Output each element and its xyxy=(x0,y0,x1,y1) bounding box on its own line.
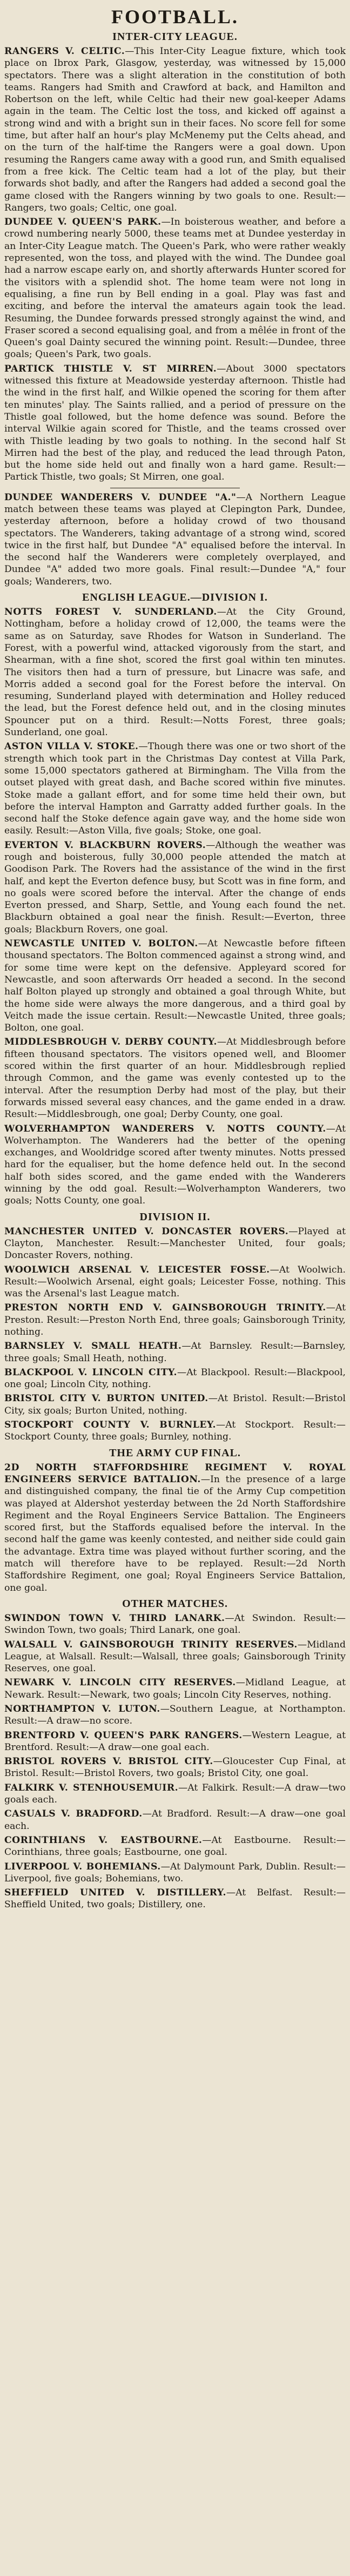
match-report-text: This Inter-City League fixture, which took place on Ibrox Park, Glasgow, yesterday, was witnessed by 15,000 spectators. There was a slight alteration in the constitution of both teams. Rangers had Smith and Crawford at back, and Hamilton and Robertson on the left, while Celtic had their new goal-keeper Adams again in the team. The Celtic lost the toss, and kicked off against a strong wind and with a bright sun in their faces. No score fell for some time, but after half an hour's play McMenemy put the Celts ahead, and on the turn of the half-time the Rangers were a goal down. Upon resuming the Rangers came away with a good run, and Smith equalised from a free kick. The Celtic team had a lot of the play, but their forwards shot badly, and after the Rangers had added a second goal the game closed with the Rangers winning by two goals to one. Result:—Rangers, two goals; Celtic, one goal. xyxy=(4,46,346,213)
match-title: BLACKPOOL V. LINCOLN CITY. xyxy=(4,1367,178,1378)
match-report-text: Played at Clayton, Manchester. Result:—Manchester United, four goals; Doncaster Rovers, nothing. xyxy=(4,1226,346,1261)
section-heading: THE ARMY CUP FINAL. xyxy=(109,1447,241,1459)
match-title: LIVERPOOL V. BOHEMIANS. xyxy=(4,1861,161,1872)
report-section xyxy=(4,488,346,588)
match-report: STOCKPORT COUNTY V. BURNLEY.—At Stockport. Result:—Stockport County, three goals; Burnley, nothing. xyxy=(4,1420,346,1443)
match-title: BRENTFORD V. QUEEN'S PARK RANGERS. xyxy=(4,1730,243,1741)
match-report: 2D NORTH STAFFORDSHIRE REGIMENT V. ROYAL ENGINEERS SERVICE BATTALION.—In the presence of a large and distinguished company, the final tie of the Army Cup competition was played at Aldershot yesterday between the 2d North Staffordshire Regiment and the Royal Engineers Service Battalion. The Engineers scored first, but the Staffords equalised before the interval. In the second half the game was keenly contested, and neither side could gain the advantage. Extra time was played without further scoring, and the match will therefore have to be replayed. Result:—2d North Staffordshire Regiment, one goal; Royal Engineers Service Battalion, one goal. xyxy=(4,1462,346,1593)
match-report: ASTON VILLA V. STOKE.—Though there was one or two short of the strength which took part in the Christmas Day contest at Villa Park, some 15,000 spectators gathered at Birmingham. The Villa from the outset played with great dash, and Bache scored within five minutes. Stoke made a gallant effort, and for some time held their own, but before the interval Hampton and Garratty added further goals. In the second half the Stoke defence again gave way, and the home side won easily. Result:—Aston Villa, five goals; Stoke, one goal. xyxy=(4,741,346,837)
section-heading: OTHER MATCHES. xyxy=(122,1597,228,1610)
match-title: RANGERS V. CELTIC. xyxy=(4,46,125,57)
match-report-text: About 3000 spectators witnessed this fixture at Meadowside yesterday afternoon. Thistle had the wind in the first half, and Wilkie opened the scoring for them after ten minutes' play. The Saints rallied, and a period of pressure on the Thistle goal followed, but the home defence was sound. Before the interval Wilkie again scored for Thistle, and the teams crossed over with Thistle leading by two goals to nothing. In the second half St Mirren had the best of the play, and reduced the lead through Paton, but the home side held out and finally won a hard game. Result:—Partick Thistle, two goals; St Mirren, one goal. xyxy=(4,363,346,483)
match-report: EVERTON V. BLACKBURN ROVERS.—Although the weather was rough and boisterous, fully 30,000 people attended the match at Goodison Park. The Rovers had the assistance of the wind in the first half, and kept the Everton defence busy, but Scott was in fine form, and no goals were scored before the interval. After the change of ends Everton pressed, and Sharp, Settle, and Young each found the net. Blackburn obtained a goal near the finish. Result:—Everton, three goals; Blackburn Rovers, one goal. xyxy=(4,839,346,935)
match-report-text: At Newcastle before fifteen thousand spectators. The Bolton commenced against a strong wind, and for some time were kept on the defensive. Appleyard scored for Newcastle, and soon afterwards Orr headed a second. In the second half Bolton played up strongly and obtained a goal through White, but the home side were always the more dangerous, and a third goal by Veitch made the issue certain. Result:—Newcastle United, three goals; Bolton, one goal. xyxy=(4,938,346,1034)
match-report: WALSALL V. GAINSBOROUGH TRINITY RESERVES.—Midland League, at Walsall. Result:—Walsall, three goals; Gainsborough Trinity Reserves, one goal. xyxy=(4,1639,346,1674)
match-report: WOOLWICH ARSENAL V. LEICESTER FOSSE.—At Woolwich. Result:—Woolwich Arsenal, eight goals; Leicester Fosse, nothing. This was the Arsenal's last League match. xyxy=(4,1264,346,1300)
match-title: BRISTOL ROVERS V. BRISTOL CITY. xyxy=(4,1756,213,1767)
match-report: NEWARK V. LINCOLN CITY RESERVES.—Midland League, at Newark. Result:—Newark, two goals; Lincoln City Reserves, nothing. xyxy=(4,1677,346,1700)
match-title: NEWCASTLE UNITED V. BOLTON. xyxy=(4,938,198,950)
match-title: CASUALS V. BRADFORD. xyxy=(4,1808,143,1820)
match-report: CORINTHIANS V. EASTBOURNE.—At Eastbourne. Result:—Corinthians, three goals; Eastbourne, one goal. xyxy=(4,1834,346,1858)
match-report: CASUALS V. BRADFORD.—At Bradford. Result:—A draw—one goal each. xyxy=(4,1808,346,1832)
match-title: BRISTOL CITY V. BURTON UNITED. xyxy=(4,1393,208,1404)
match-title: PRESTON NORTH END V. GAINSBOROUGH TRINITY. xyxy=(4,1302,326,1314)
match-report: MANCHESTER UNITED V. DONCASTER ROVERS.—Played at Clayton, Manchester. Result:—Manchester United, four goals; Doncaster Rovers, nothing. xyxy=(4,1226,346,1261)
match-title: SWINDON TOWN V. THIRD LANARK. xyxy=(4,1612,225,1624)
match-report-text: At Bradford. Result:—A draw—one goal each. xyxy=(4,1808,346,1832)
match-title: CORINTHIANS V. EASTBOURNE. xyxy=(4,1834,203,1846)
match-report-text: At Blackpool. Result:—Blackpool, one goal; Lincoln City, nothing. xyxy=(4,1367,346,1390)
match-report: RANGERS V. CELTIC.—This Inter-City League fixture, which took place on Ibrox Park, Glasgow, yesterday, was witnessed by 15,000 spectators. There was a slight alteration in the constitution of both teams. Rangers had Smith and Crawford at back, and Hamilton and Robertson on the left, while Celtic had their new goal-keeper Adams again in the team. The Celtic lost the toss, and kicked off against a strong wind and with a bright sun in their faces. No score fell for some time, but after half an hour's play McMenemy put the Celts ahead, and on the turn of the half-time the Rangers were a goal down. Upon resuming the Rangers came away with a good run, and Smith equalised from a free kick. The Celtic team had a lot of the play, but their forwards shot badly, and after the Rangers had added a second goal the game closed with the Rangers winning by two goals to one. Result:—Rangers, two goals; Celtic, one goal. xyxy=(4,46,346,213)
match-title: BARNSLEY V. SMALL HEATH. xyxy=(4,1341,182,1352)
match-report-text: In the presence of a large and distinguished company, the final tie of the Army Cup competition was played at Aldershot yesterday between the 2d North Staffordshire Regiment and the Royal Engineers Service Battalion. The Engineers scored first, but the Staffords equalised before the interval. In the second half the game was keenly contested, and neither side could gain the advantage. Extra time was played without further scoring, and the match will therefore have to be replayed. Result:—2d North Staffordshire Regiment, one goal; Royal Engineers Service Battalion, one goal. xyxy=(4,1474,346,1593)
match-title: NOTTS FOREST V. SUNDERLAND. xyxy=(4,607,217,618)
match-report-text: At Falkirk. Result:—A draw—two goals each. xyxy=(4,1782,346,1806)
match-report: BARNSLEY V. SMALL HEATH.—At Barnsley. Result:—Barnsley, three goals; Small Heath, nothing. xyxy=(4,1341,346,1364)
section-heading: ENGLISH LEAGUE.—DIVISION I. xyxy=(82,591,268,604)
match-report: NOTTS FOREST V. SUNDERLAND.—At the City Ground, Nottingham, before a holiday crowd of 12,000, the teams were the same as on Saturday, save Rhodes for Watson in Sunderland. The Forest, with a powerful wind, attacked vigorously from the start, and Shearman, with a fine shot, scored the first goal within ten minutes. The visitors then had a turn of pressure, but Linacre was safe, and Morris added a second goal for the Forest before the interval. On resuming, Sunderland played with determination and Holley reduced the lead, but the Forest defence held out, and in the closing minutes Spouncer put on a third. Result:—Notts Forest, three goals; Sunderland, one goal. xyxy=(4,607,346,738)
match-title: WOOLWICH ARSENAL V. LEICESTER FOSSE. xyxy=(4,1264,270,1275)
match-report: DUNDEE V. QUEEN'S PARK.—In boisterous weather, and before a crowd numbering nearly 5000, these teams met at Dundee yesterday in an Inter-City League match. The Queen's Park, who were rather weakly represented, won the toss, and played with the wind. The Dundee goal had a narrow escape early on, and shortly afterwards Hunter scored for the visitors with a splendid shot. The home team were not long in equalising, a fine run by Bell ending in a goal. Play was fast and exciting, and before the interval the amateurs again took the lead. Resuming, the Dundee forwards pressed strongly against the wind, and Fraser scored a second equalising goal, and from a mêlée in front of the Queen's goal Dainty secured the winning point. Result:—Dundee, three goals; Queen's Park, two goals. xyxy=(4,217,346,360)
match-report: BRISTOL ROVERS V. BRISTOL CITY.—Gloucester Cup Final, at Bristol. Result:—Bristol Rovers, two goals; Bristol City, one goal. xyxy=(4,1756,346,1779)
match-title: PARTICK THISTLE V. ST MIRREN. xyxy=(4,363,217,374)
page-title: FOOTBALL. xyxy=(111,6,239,28)
match-report-text: Midland League, at Walsall. Result:—Walsall, three goals; Gainsborough Trinity Reserves, one goal. xyxy=(4,1639,346,1674)
match-report: LIVERPOOL V. BOHEMIANS.—At Dalymount Park, Dublin. Result:—Liverpool, five goals; Bohemians, two. xyxy=(4,1861,346,1884)
report-section xyxy=(4,1210,346,1443)
match-title: EVERTON V. BLACKBURN ROVERS. xyxy=(4,839,206,851)
match-report-text: At Barnsley. Result:—Barnsley, three goals; Small Heath, nothing. xyxy=(4,1341,346,1364)
match-title: NORTHAMPTON V. LUTON. xyxy=(4,1704,160,1714)
match-report: PRESTON NORTH END V. GAINSBOROUGH TRINITY.—At Preston. Result:—Preston North End, three goals; Gainsborough Trinity, nothing. xyxy=(4,1302,346,1337)
match-title: MANCHESTER UNITED V. DONCASTER ROVERS. xyxy=(4,1226,289,1237)
match-report: PARTICK THISTLE V. ST MIRREN.—About 3000 spectators witnessed this fixture at Meadowside yesterday afternoon. Thistle had the wind in the first half, and Wilkie opened the scoring for them after ten minutes' play. The Saints rallied, and a period of pressure on the Thistle goal followed, but the home defence was sound. Before the interval Wilkie again scored for Thistle, and the teams crossed over with Thistle leading by two goals to nothing. In the second half St Mirren had the best of the play, and reduced the lead through Paton, but the home side held out and finally won a hard game. Result:—Partick Thistle, two goals; St Mirren, one goal. xyxy=(4,363,346,483)
match-report-text: At Preston. Result:—Preston North End, three goals; Gainsborough Trinity, nothing. xyxy=(4,1302,346,1337)
match-title: DUNDEE V. QUEEN'S PARK. xyxy=(4,217,161,228)
match-title: MIDDLESBROUGH V. DERBY COUNTY. xyxy=(4,1037,217,1048)
match-title: DUNDEE WANDERERS V. DUNDEE "A." xyxy=(4,492,237,503)
match-report: SHEFFIELD UNITED V. DISTILLERY.—At Belfast. Result:—Sheffield United, two goals; Distillery, one. xyxy=(4,1887,346,1911)
match-report-text: Gloucester Cup Final, at Bristol. Result:—Bristol Rovers, two goals; Bristol City, one goal. xyxy=(4,1756,346,1779)
match-report: BLACKPOOL V. LINCOLN CITY.—At Blackpool. Result:—Blackpool, one goal; Lincoln City, nothing. xyxy=(4,1367,346,1390)
match-report: NORTHAMPTON V. LUTON.—Southern League, at Northampton. Result:—A draw—no score. xyxy=(4,1704,346,1727)
match-report-text: Though there was one or two short of the strength which took part in the Christmas Day contest at Villa Park, some 15,000 spectators gathered at Birmingham. The Villa from the outset played with great dash, and Bache scored within five minutes. Stoke made a gallant effort, and for some time held their own, but before the interval Hampton and Garratty added further goals. In the second half the Stoke defence again gave way, and the home side won easily. Result:—Aston Villa, five goals; Stoke, one goal. xyxy=(4,741,346,837)
report-section xyxy=(4,30,346,483)
match-title: WALSALL V. GAINSBOROUGH TRINITY RESERVES. xyxy=(4,1639,298,1650)
match-report: NEWCASTLE UNITED V. BOLTON.—At Newcastle before fifteen thousand spectators. The Bolton commenced against a strong wind, and for some time were kept on the defensive. Appleyard scored for Newcastle, and soon afterwards Orr headed a second. In the second half Bolton played up strongly and obtained a goal through White, but the home side were always the more dangerous, and a third goal by Veitch made the issue certain. Result:—Newcastle United, three goals; Bolton, one goal. xyxy=(4,938,346,1034)
match-report: DUNDEE WANDERERS V. DUNDEE "A."—A Northern League match between these teams was played at Clepington Park, Dundee, yesterday afternoon, before a holiday crowd of two thousand spectators. The Wanderers, taking advantage of a strong wind, scored twice in the first half, but Dundee "A" equalised before the interval. In the second half the Wanderers were completely overplayed, and Dundee "A" added two more goals. Final result:—Dundee "A," four goals; Wanderers, two. xyxy=(4,492,346,587)
section-heading: INTER-CITY LEAGUE. xyxy=(112,31,238,43)
match-report: WOLVERHAMPTON WANDERERS V. NOTTS COUNTY.—At Wolverhampton. The Wanderers had the better of the opening exchanges, and Wooldridge scored after twenty minutes. Notts pressed hard for the equaliser, but the home defence held out. In the second half both sides scored, and the game ended with the Wanderers winning by the odd goal. Result:—Wolverhampton Wanderers, two goals; Notts County, one goal. xyxy=(4,1123,346,1207)
match-report-text: At Eastbourne. Result:—Corinthians, three goals; Eastbourne, one goal. xyxy=(4,1834,346,1858)
match-report-text: Western League, at Brentford. Result:—A draw—one goal each. xyxy=(4,1730,346,1753)
match-report-text: In boisterous weather, and before a crowd numbering nearly 5000, these teams met at Dundee yesterday in an Inter-City League match. The Queen's Park, who were rather weakly represented, won the toss, and played with the wind. The Dundee goal had a narrow escape early on, and shortly afterwards Hunter scored for the visitors with a splendid shot. The home team were not long in equalising, a fine run by Bell ending in a goal. Play was fast and exciting, and before the interval the amateurs again took the lead. Resuming, the Dundee forwards pressed strongly against the wind, and Fraser scored a second equalising goal, and from a mêlée in front of the Queen's goal Dainty secured the winning point. Result:—Dundee, three goals; Queen's Park, two goals. xyxy=(4,217,346,360)
match-report-text: At Woolwich. Result:—Woolwich Arsenal, eight goals; Leicester Fosse, nothing. This was the Arsenal's last League match. xyxy=(4,1264,346,1300)
match-title: NEWARK V. LINCOLN CITY RESERVES. xyxy=(4,1677,236,1689)
match-report: MIDDLESBROUGH V. DERBY COUNTY.—At Middlesbrough before fifteen thousand spectators. The visitors opened well, and Bloomer scored within the first quarter of an hour. Middlesbrough replied through Common, and the game was evenly contested up to the interval. After the resumption Derby had most of the play, but their forwards missed several easy chances, and the game ended in a draw. Result:—Middlesbrough, one goal; Derby County, one goal. xyxy=(4,1037,346,1120)
match-report: BRENTFORD V. QUEEN'S PARK RANGERS.—Western League, at Brentford. Result:—A draw—one goal each. xyxy=(4,1730,346,1753)
match-report: BRISTOL CITY V. BURTON UNITED.—At Bristol. Result:—Bristol City, six goals; Burton United, nothing. xyxy=(4,1393,346,1416)
match-report-text: At Bristol. Result:—Bristol City, six goals; Burton United, nothing. xyxy=(4,1393,346,1416)
match-report-text: Although the weather was rough and boisterous, fully 30,000 people attended the match at Goodison Park. The Rovers had the assistance of the wind in the first half, and kept the Everton defence busy, but Scott was in fine form, and no goals were scored before the interval. After the change of ends Everton pressed, and Sharp, Settle, and Young each found the net. Blackburn obtained a goal near the finish. Result:—Everton, three goals; Blackburn Rovers, one goal. xyxy=(4,839,346,935)
match-report-text: Southern League, at Northampton. Result:—A draw—no score. xyxy=(4,1704,346,1727)
match-report-text: At Wolverhampton. The Wanderers had the better of the opening exchanges, and Wooldridge scored after twenty minutes. Notts pressed hard for the equaliser, but the home defence held out. In the second half both sides scored, and the game ended with the Wanderers winning by the odd goal. Result:—Wolverhampton Wanderers, two goals; Notts County, one goal. xyxy=(4,1123,346,1207)
match-title: STOCKPORT COUNTY V. BURNLEY. xyxy=(4,1420,217,1431)
match-report: FALKIRK V. STENHOUSEMUIR.—At Falkirk. Result:—A draw—two goals each. xyxy=(4,1782,346,1806)
match-report-text: At Dalymount Park, Dublin. Result:—Liverpool, five goals; Bohemians, two. xyxy=(4,1861,346,1884)
match-report-text: At the City Ground, Nottingham, before a holiday crowd of 12,000, the teams were the same as on Saturday, save Rhodes for Watson in Sunderland. The Forest, with a powerful wind, attacked vigorously from the start, and Shearman, with a fine shot, scored the first goal within ten minutes. The visitors then had a turn of pressure, but Linacre was safe, and Morris added a second goal for the Forest before the interval. On resuming, Sunderland played with determination and Holley reduced the lead, but the Forest defence held out, and in the closing minutes Spouncer put on a third. Result:—Notts Forest, three goals; Sunderland, one goal. xyxy=(4,607,346,738)
match-report: SWINDON TOWN V. THIRD LANARK.—At Swindon. Result:—Swindon Town, two goals; Third Lanark, one goal. xyxy=(4,1612,346,1636)
match-title: WOLVERHAMPTON WANDERERS V. NOTTS COUNTY. xyxy=(4,1123,326,1134)
match-title: SHEFFIELD UNITED V. DISTILLERY. xyxy=(4,1887,226,1899)
match-report-text: At Middlesbrough before fifteen thousand spectators. The visitors opened well, and Bloomer scored within the first quarter of an hour. Middlesbrough replied through Common, and the game was evenly contested up to the interval. After the resumption Derby had most of the play, but their forwards missed several easy chances, and the game ended in a draw. Result:—Middlesbrough, one goal; Derby County, one goal. xyxy=(4,1037,346,1120)
match-title: 2D NORTH STAFFORDSHIRE REGIMENT V. ROYAL ENGINEERS SERVICE BATTALION. xyxy=(4,1462,346,1485)
match-report-text: A Northern League match between these teams was played at Clepington Park, Dundee, yesterday afternoon, before a holiday crowd of two thousand spectators. The Wanderers, taking advantage of a strong wind, scored twice in the first half, but Dundee "A" equalised before the interval. In the second half the Wanderers were completely overplayed, and Dundee "A" added two more goals. Final result:—Dundee "A," four goals; Wanderers, two. xyxy=(4,492,346,587)
article-body xyxy=(4,30,346,1911)
match-report-text: At Swindon. Result:—Swindon Town, two goals; Third Lanark, one goal. xyxy=(4,1612,346,1636)
report-section xyxy=(4,591,346,1207)
match-report-text: Midland League, at Newark. Result:—Newark, two goals; Lincoln City Reserves, nothing. xyxy=(4,1677,346,1700)
report-section xyxy=(4,1447,346,1594)
section-heading: DIVISION II. xyxy=(139,1210,211,1223)
match-report-text: At Belfast. Result:—Sheffield United, two goals; Distillery, one. xyxy=(4,1887,346,1911)
report-section xyxy=(4,1597,346,1911)
match-title: FALKIRK V. STENHOUSEMUIR. xyxy=(4,1782,179,1793)
match-report-text: At Stockport. Result:—Stockport County, three goals; Burnley, nothing. xyxy=(4,1420,346,1443)
match-title: ASTON VILLA V. STOKE. xyxy=(4,741,139,752)
